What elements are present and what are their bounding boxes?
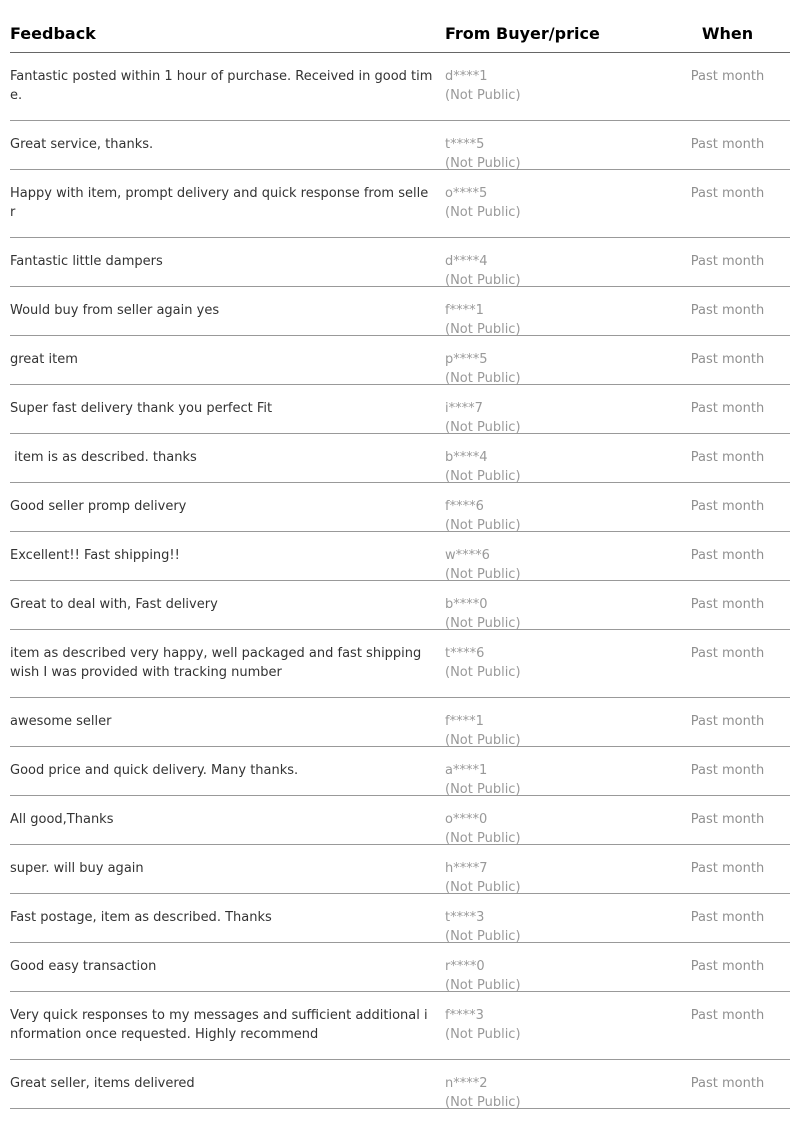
feedback-text: Excellent!! Fast shipping!! bbox=[10, 548, 180, 563]
buyer-privacy-note: (Not Public) bbox=[445, 616, 521, 631]
column-header-when: When bbox=[701, 24, 754, 43]
buyer-privacy-note: (Not Public) bbox=[445, 831, 521, 846]
buyer-cell bbox=[445, 336, 665, 386]
buyer-privacy-note: (Not Public) bbox=[445, 322, 521, 337]
feedback-row bbox=[10, 287, 790, 336]
feedback-when: Past month bbox=[690, 499, 765, 514]
feedback-row bbox=[10, 532, 790, 581]
buyer-cell bbox=[445, 747, 665, 797]
feedback-row bbox=[10, 747, 790, 796]
feedback-row bbox=[10, 845, 790, 894]
buyer-cell bbox=[445, 894, 665, 944]
feedback-text: Great service, thanks. bbox=[10, 137, 154, 152]
buyer-id: d****1 bbox=[445, 69, 488, 84]
feedback-text: Would buy from seller again yes bbox=[10, 303, 220, 318]
feedback-when: Past month bbox=[690, 352, 765, 367]
buyer-privacy-note: (Not Public) bbox=[445, 929, 521, 944]
buyer-id: d****4 bbox=[445, 254, 488, 269]
feedback-when: Past month bbox=[690, 959, 765, 974]
buyer-cell bbox=[445, 532, 665, 582]
feedback-when: Past month bbox=[690, 450, 765, 465]
feedback-text: Great to deal with, Fast delivery bbox=[10, 597, 218, 612]
feedback-text: Good seller promp delivery bbox=[10, 499, 187, 514]
table-header bbox=[10, 0, 790, 53]
buyer-cell bbox=[445, 170, 665, 220]
buyer-privacy-note: (Not Public) bbox=[445, 567, 521, 582]
buyer-privacy-note: (Not Public) bbox=[445, 518, 521, 533]
feedback-text: super. will buy again bbox=[10, 861, 144, 876]
feedback-when: Past month bbox=[690, 1008, 765, 1023]
feedback-row bbox=[10, 992, 790, 1060]
feedback-table-body bbox=[10, 53, 790, 1109]
feedback-row bbox=[10, 630, 790, 698]
feedback-when: Past month bbox=[690, 254, 765, 269]
column-header-feedback: Feedback bbox=[10, 24, 96, 43]
feedback-when: Past month bbox=[690, 1076, 765, 1091]
feedback-when: Past month bbox=[690, 763, 765, 778]
feedback-text: Good easy transaction bbox=[10, 959, 157, 974]
feedback-when: Past month bbox=[690, 812, 765, 827]
buyer-privacy-note: (Not Public) bbox=[445, 205, 521, 220]
buyer-cell bbox=[445, 287, 665, 337]
feedback-row bbox=[10, 943, 790, 992]
buyer-cell bbox=[445, 385, 665, 435]
buyer-id: f****1 bbox=[445, 714, 484, 729]
feedback-text: Happy with item, prompt delivery and quick response from seller bbox=[10, 186, 429, 220]
buyer-privacy-note: (Not Public) bbox=[445, 733, 521, 748]
feedback-when: Past month bbox=[690, 910, 765, 925]
feedback-row bbox=[10, 698, 790, 747]
buyer-privacy-note: (Not Public) bbox=[445, 1095, 521, 1110]
buyer-cell bbox=[445, 238, 665, 288]
buyer-cell bbox=[445, 53, 665, 103]
feedback-row bbox=[10, 336, 790, 385]
feedback-when: Past month bbox=[690, 548, 765, 563]
buyer-cell bbox=[445, 630, 665, 680]
buyer-privacy-note: (Not Public) bbox=[445, 665, 521, 680]
feedback-table bbox=[10, 0, 790, 1109]
feedback-text: All good,Thanks bbox=[10, 812, 114, 827]
buyer-id: t****5 bbox=[445, 137, 485, 152]
feedback-row bbox=[10, 483, 790, 532]
buyer-id: t****3 bbox=[445, 910, 485, 925]
feedback-text: Great seller, items delivered bbox=[10, 1076, 195, 1091]
feedback-row bbox=[10, 238, 790, 287]
buyer-privacy-note: (Not Public) bbox=[445, 273, 521, 288]
feedback-row bbox=[10, 894, 790, 943]
buyer-privacy-note: (Not Public) bbox=[445, 880, 521, 895]
feedback-text: Very quick responses to my messages and sufficient additional information once requested. Highly recommend bbox=[10, 1008, 428, 1042]
buyer-cell bbox=[445, 943, 665, 993]
feedback-when: Past month bbox=[690, 137, 765, 152]
buyer-cell bbox=[445, 796, 665, 846]
buyer-cell bbox=[445, 992, 665, 1042]
buyer-cell bbox=[445, 845, 665, 895]
feedback-row bbox=[10, 434, 790, 483]
buyer-id: i****7 bbox=[445, 401, 483, 416]
buyer-cell bbox=[445, 581, 665, 631]
feedback-text: Fantastic little dampers bbox=[10, 254, 163, 269]
buyer-privacy-note: (Not Public) bbox=[445, 420, 521, 435]
buyer-id: r****0 bbox=[445, 959, 485, 974]
feedback-text: Fast postage, item as described. Thanks bbox=[10, 910, 272, 925]
buyer-id: t****6 bbox=[445, 646, 485, 661]
feedback-row bbox=[10, 796, 790, 845]
buyer-id: p****5 bbox=[445, 352, 488, 367]
buyer-id: b****0 bbox=[445, 597, 488, 612]
buyer-cell bbox=[445, 1060, 665, 1110]
feedback-row bbox=[10, 1060, 790, 1109]
buyer-id: n****2 bbox=[445, 1076, 488, 1091]
feedback-text: item is as described. thanks bbox=[10, 450, 197, 465]
buyer-id: w****6 bbox=[445, 548, 490, 563]
feedback-when: Past month bbox=[690, 303, 765, 318]
buyer-cell bbox=[445, 698, 665, 748]
buyer-id: b****4 bbox=[445, 450, 488, 465]
feedback-text: great item bbox=[10, 352, 78, 367]
feedback-text: item as described very happy, well packaged and fast shipping wish I was provided with tracking number bbox=[10, 646, 426, 680]
buyer-id: a****1 bbox=[445, 763, 488, 778]
feedback-when: Past month bbox=[690, 861, 765, 876]
feedback-when: Past month bbox=[690, 186, 765, 201]
buyer-id: o****0 bbox=[445, 812, 488, 827]
buyer-id: f****6 bbox=[445, 499, 484, 514]
feedback-text: Super fast delivery thank you perfect Fit bbox=[10, 401, 273, 416]
feedback-when: Past month bbox=[690, 69, 765, 84]
buyer-privacy-note: (Not Public) bbox=[445, 1027, 521, 1042]
buyer-privacy-note: (Not Public) bbox=[445, 469, 521, 484]
feedback-row bbox=[10, 170, 790, 238]
feedback-row bbox=[10, 121, 790, 170]
feedback-text: Good price and quick delivery. Many thanks. bbox=[10, 763, 299, 778]
feedback-when: Past month bbox=[690, 714, 765, 729]
buyer-id: h****7 bbox=[445, 861, 488, 876]
feedback-text: Fantastic posted within 1 hour of purchase. Received in good time. bbox=[10, 69, 433, 103]
buyer-cell bbox=[445, 483, 665, 533]
buyer-id: o****5 bbox=[445, 186, 488, 201]
feedback-row bbox=[10, 581, 790, 630]
buyer-cell bbox=[445, 121, 665, 171]
feedback-when: Past month bbox=[690, 646, 765, 661]
feedback-when: Past month bbox=[690, 597, 765, 612]
feedback-row bbox=[10, 385, 790, 434]
buyer-id: f****1 bbox=[445, 303, 484, 318]
buyer-privacy-note: (Not Public) bbox=[445, 88, 521, 103]
buyer-privacy-note: (Not Public) bbox=[445, 371, 521, 386]
feedback-when: Past month bbox=[690, 401, 765, 416]
buyer-privacy-note: (Not Public) bbox=[445, 156, 521, 171]
feedback-row bbox=[10, 53, 790, 121]
buyer-cell bbox=[445, 434, 665, 484]
buyer-id: f****3 bbox=[445, 1008, 484, 1023]
buyer-privacy-note: (Not Public) bbox=[445, 978, 521, 993]
column-header-from-buyer-price: From Buyer/price bbox=[445, 24, 600, 43]
feedback-text: awesome seller bbox=[10, 714, 112, 729]
buyer-privacy-note: (Not Public) bbox=[445, 782, 521, 797]
